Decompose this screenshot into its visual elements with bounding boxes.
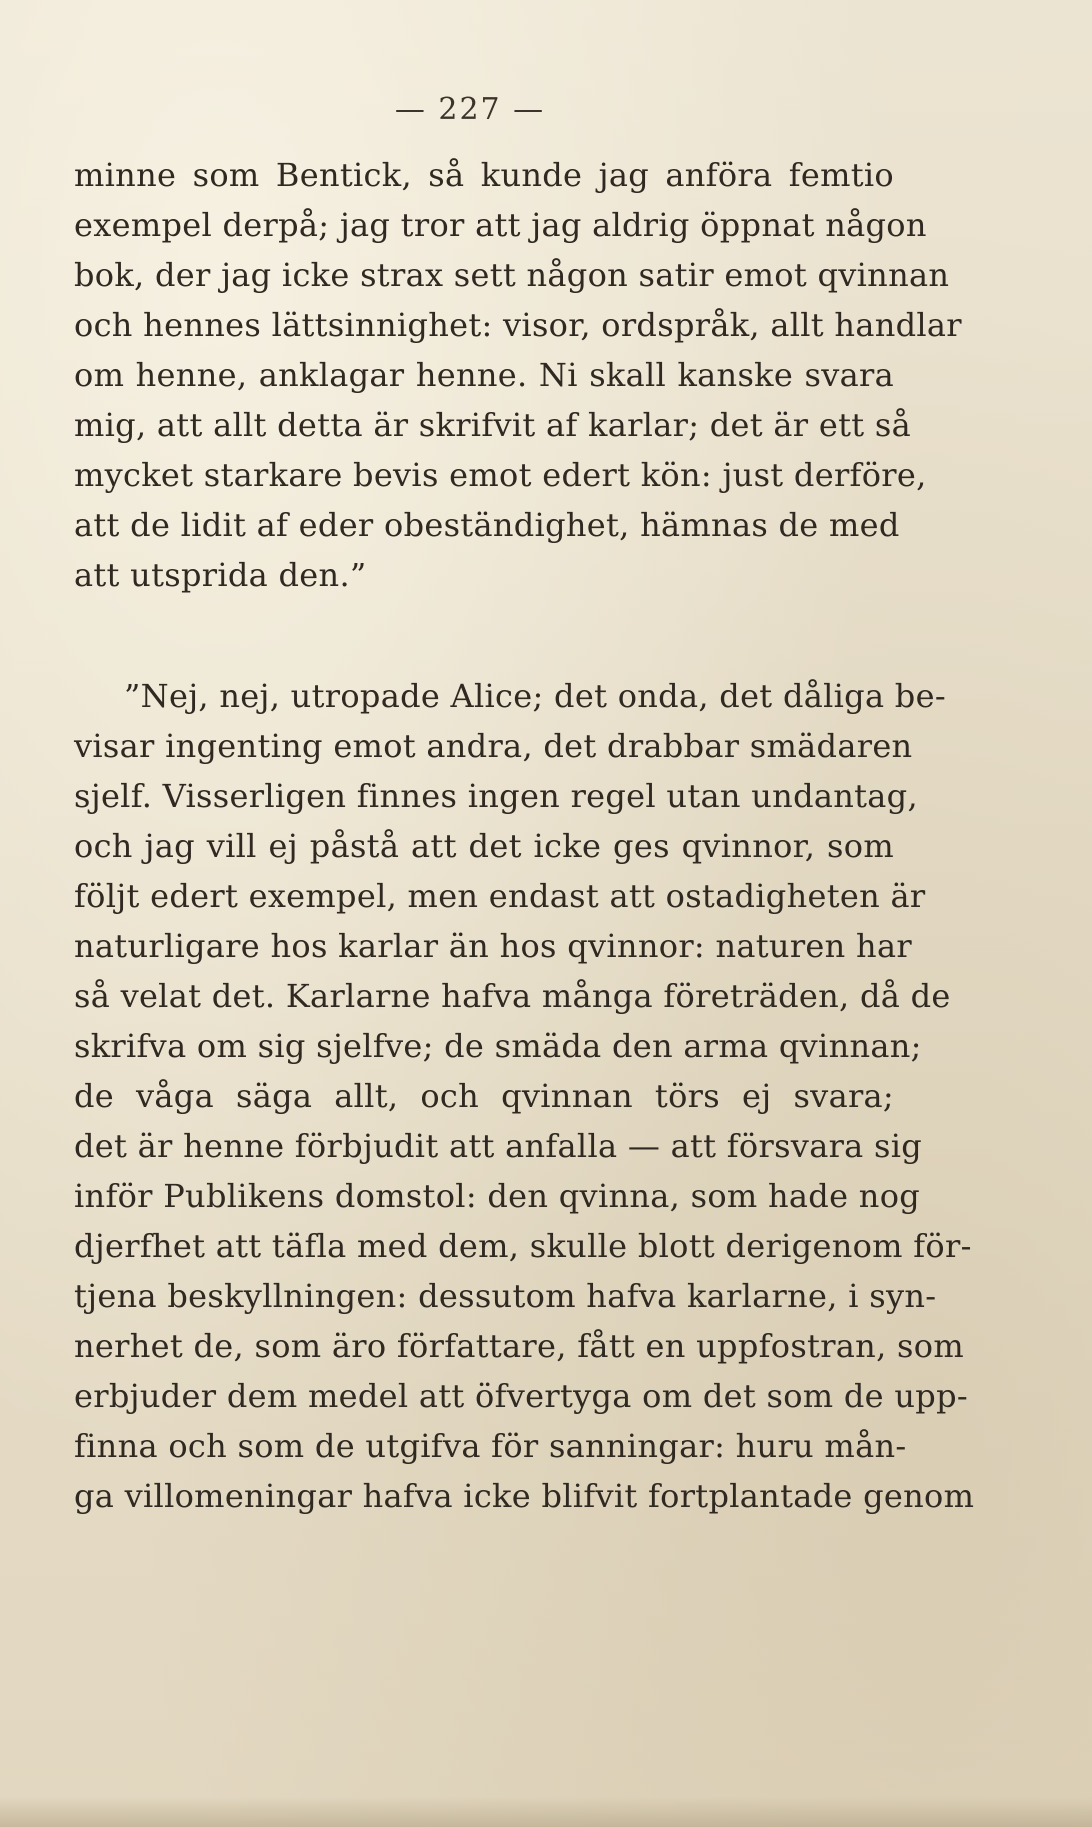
text-line: exempel derpå; jag tror att jag aldrig öppnat någon [74,206,927,244]
text-line: mig, att allt detta är skrifvit af karlar; det är ett så [74,406,911,444]
paragraph-2 [74,671,975,1521]
text-line: naturligare hos karlar än hos qvinnor: naturen har [74,927,912,965]
text-line: tjena beskyllningen: dessutom hafva karlarne, i syn- [74,1277,937,1315]
text-line: följt edert exempel, men endast att ostadigheten är [74,877,926,915]
text-line: och hennes lättsinnighet: visor, ordspråk, allt handlar [74,306,962,344]
text-line: om henne, anklagar henne. Ni skall kanske svara [74,356,894,394]
text-line: visar ingenting emot andra, det drabbar smädaren [74,727,913,765]
text-line: minne som Bentick, så kunde jag anföra femtio [74,156,894,194]
text-line: ”Nej, nej, utropade Alice; det onda, det dåliga be- [124,677,946,715]
text-line: de våga säga allt, och qvinnan törs ej svara; [74,1077,894,1115]
text-line: det är henne förbjudit att anfalla — att försvara sig [74,1127,923,1165]
text-line: att de lidit af eder obeständighet, hämnas de med [74,506,900,544]
text-line: att utsprida den.” [74,556,367,594]
paragraph-1 [74,150,962,600]
text-line: djerfhet att täfla med dem, skulle blott derigenom för- [74,1227,972,1265]
text-line: ga villomeningar hafva icke blifvit fortplantade genom [74,1477,975,1515]
paragraph-gap [74,600,894,671]
text-line: finna och som de utgifva för sanningar: huru mån- [74,1427,907,1465]
text-line: nerhet de, som äro författare, fått en uppfostran, som [74,1327,964,1365]
text-line: skrifva om sig sjelfve; de smäda den arma qvinnan; [74,1027,922,1065]
text-line: sjelf. Visserligen finnes ingen regel utan undantag, [74,777,918,815]
text-line: bok, der jag icke strax sett någon satir emot qvinnan [74,256,950,294]
text-line: mycket starkare bevis emot edert kön: just derföre, [74,456,927,494]
body-text [74,150,975,1521]
page-number: — 227 — [394,92,546,127]
text-line: och jag vill ej påstå att det icke ges qvinnor, som [74,827,894,865]
text-line: erbjuder dem medel att öfvertyga om det som de upp- [74,1377,968,1415]
text-line: inför Publikens domstol: den qvinna, som hade nog [74,1177,921,1215]
text-line: så velat det. Karlarne hafva många företräden, då de [74,977,951,1015]
